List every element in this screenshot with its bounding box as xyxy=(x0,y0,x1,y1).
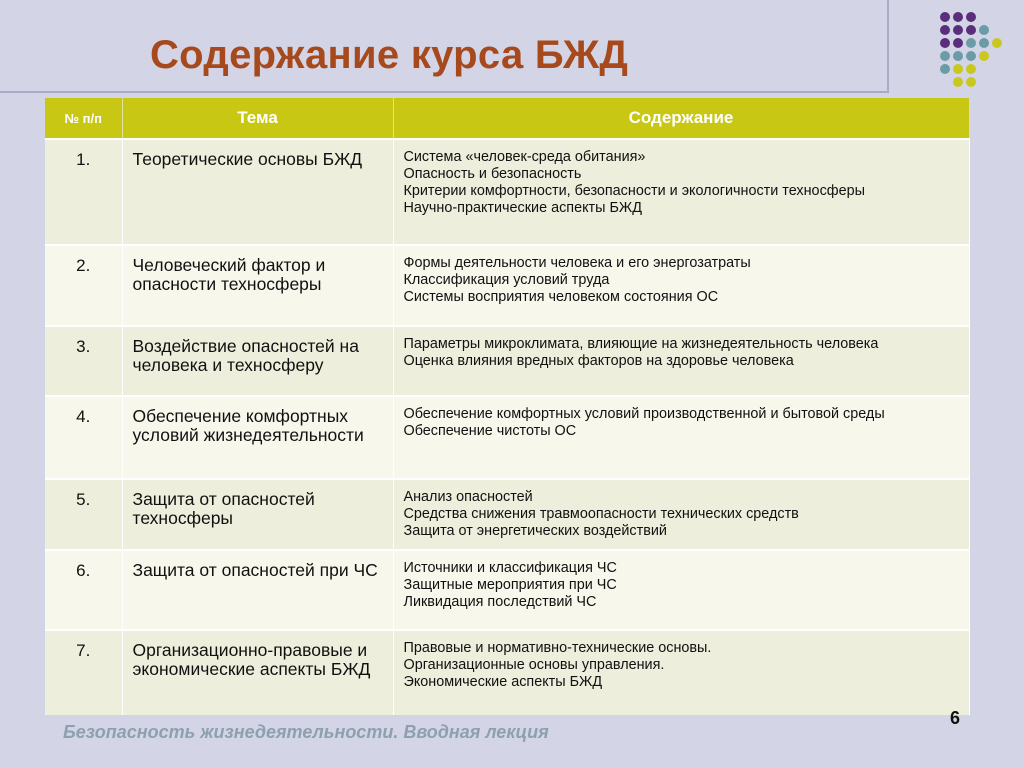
row-number: 6. xyxy=(45,550,122,630)
decor-dot xyxy=(979,38,989,48)
decor-dot xyxy=(966,38,976,48)
table-row xyxy=(45,630,969,715)
decor-dot xyxy=(940,25,950,35)
table-row xyxy=(45,550,969,630)
decor-dot xyxy=(953,77,963,87)
decor-dot xyxy=(953,25,963,35)
content-line: Оценка влияния вредных факторов на здоровье человека xyxy=(403,353,794,369)
slide-title: Содержание курса БЖД xyxy=(150,33,629,77)
row-content xyxy=(393,479,969,550)
table-row xyxy=(45,326,969,396)
table-row xyxy=(45,139,969,245)
content-line: Критерии комфортности, безопасности и экологичности техносферы xyxy=(403,183,865,199)
page-number: 6 xyxy=(950,708,961,728)
row-number: 5. xyxy=(45,479,122,550)
content-line: Формы деятельности человека и его энергозатраты xyxy=(403,255,751,271)
content-line: Экономические аспекты БЖД xyxy=(403,674,603,690)
row-topic: Обеспечение комфортных условий жизнедеятельности xyxy=(122,396,393,479)
decor-dot xyxy=(966,51,976,61)
decor-dot xyxy=(953,38,963,48)
row-topic: Воздействие опасностей на человека и техносферу xyxy=(122,326,393,396)
decor-dot xyxy=(966,12,976,22)
slide-footer: Безопасность жизнедеятельности. Вводная лекция xyxy=(63,722,549,742)
decor-dot xyxy=(940,64,950,74)
column-header-number: № п/п xyxy=(45,98,122,139)
row-topic: Защита от опасностей при ЧС xyxy=(122,550,393,630)
column-header-topic: Тема xyxy=(122,98,393,139)
content-line: Средства снижения травмоопасности технических средств xyxy=(403,506,799,522)
content-line: Защитные мероприятия при ЧС xyxy=(403,577,617,593)
table-header-row xyxy=(45,98,969,139)
content-line: Опасность и безопасность xyxy=(403,166,582,182)
row-content xyxy=(393,245,969,326)
row-topic: Теоретические основы БЖД xyxy=(122,139,393,245)
table-row xyxy=(45,479,969,550)
decor-dot xyxy=(966,25,976,35)
row-number: 2. xyxy=(45,245,122,326)
decor-dot xyxy=(992,38,1002,48)
row-content xyxy=(393,550,969,630)
row-topic: Организационно-правовые и экономические аспекты БЖД xyxy=(122,630,393,715)
table-row xyxy=(45,245,969,326)
row-content xyxy=(393,139,969,245)
row-number: 3. xyxy=(45,326,122,396)
content-line: Параметры микроклимата, влияющие на жизнедеятельность человека xyxy=(403,336,879,352)
row-topic: Защита от опасностей техносферы xyxy=(122,479,393,550)
course-content-table xyxy=(45,98,970,715)
content-line: Защита от энергетических воздействий xyxy=(403,523,667,539)
column-header-content: Содержание xyxy=(393,98,969,139)
content-line: Системы восприятия человеком состояния ОС xyxy=(403,289,719,305)
content-line: Правовые и нормативно-технические основы. xyxy=(403,640,712,656)
content-line: Обеспечение комфортных условий производственной и бытовой среды xyxy=(403,406,885,422)
content-line: Организационные основы управления. xyxy=(403,657,665,673)
content-line: Научно-практические аспекты БЖД xyxy=(403,200,642,216)
row-number: 4. xyxy=(45,396,122,479)
decor-dot xyxy=(940,12,950,22)
content-line: Ликвидация последствий ЧС xyxy=(403,594,597,610)
row-topic: Человеческий фактор и опасности техносферы xyxy=(122,245,393,326)
decor-dot xyxy=(940,51,950,61)
row-number: 7. xyxy=(45,630,122,715)
decor-dot xyxy=(940,38,950,48)
decor-dot xyxy=(966,77,976,87)
content-line: Классификация условий труда xyxy=(403,272,610,288)
content-line: Обеспечение чистоты ОС xyxy=(403,423,577,439)
decor-dot xyxy=(979,51,989,61)
content-line: Анализ опасностей xyxy=(403,489,533,505)
decor-dot xyxy=(953,64,963,74)
content-line: Источники и классификация ЧС xyxy=(403,560,617,576)
row-number: 1. xyxy=(45,139,122,245)
row-content xyxy=(393,326,969,396)
dot-pattern-decoration xyxy=(936,10,1006,94)
content-line: Система «человек-среда обитания» xyxy=(403,149,646,165)
decor-dot xyxy=(953,51,963,61)
decor-dot xyxy=(966,64,976,74)
row-content xyxy=(393,630,969,715)
decor-dot xyxy=(953,12,963,22)
decor-dot xyxy=(979,25,989,35)
table-row xyxy=(45,396,969,479)
row-content xyxy=(393,396,969,479)
